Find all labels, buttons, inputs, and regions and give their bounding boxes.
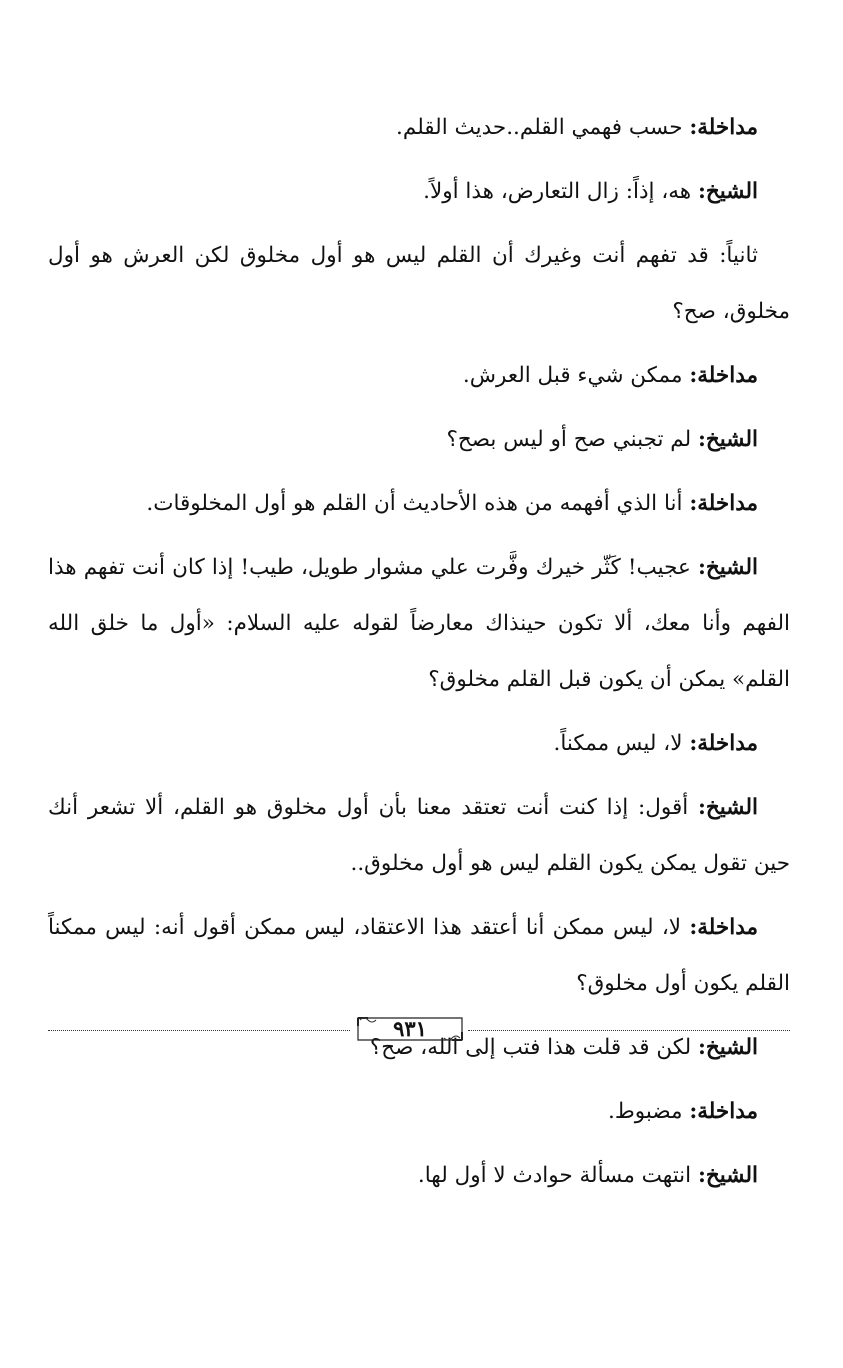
paragraph-text: ممكن شيء قبل العرش.	[462, 363, 690, 388]
paragraph-text: عجيب! كَثّر خيرك وفَّرت علي مشوار طويل، طيب! إذا كان أنت تفهم هذا الفهم وأنا معك، ألا تكون حينذاك معارضاً لقوله عليه السلام: «أول ما خلق الله القلم» يمكن أن يكون قبل القلم مخلوق؟	[48, 555, 790, 692]
paragraph	[48, 476, 790, 532]
paragraph	[48, 540, 790, 708]
paragraph	[48, 900, 790, 1012]
paragraph	[48, 348, 790, 404]
paragraph	[48, 1084, 790, 1140]
speaker-label: مداخلة:	[689, 115, 758, 140]
speaker-label: مداخلة:	[689, 491, 758, 516]
speaker-label: مداخلة:	[689, 363, 758, 388]
paragraph	[48, 1148, 790, 1204]
paragraph	[48, 164, 790, 220]
paragraph-text: لا، ليس ممكن أنا أعتقد هذا الاعتقاد، ليس ممكن أقول أنه: ليس ممكناً القلم يكون أول مخلوق؟	[48, 915, 790, 996]
paragraph	[48, 228, 790, 340]
paragraph	[48, 780, 790, 892]
speaker-label: الشيخ:	[697, 179, 758, 204]
page-number-frame	[354, 1014, 466, 1044]
page-footer	[48, 1014, 790, 1048]
paragraph-text: لم تجبني صح أو ليس بصح؟	[446, 427, 698, 452]
speaker-label: الشيخ:	[697, 427, 758, 452]
footer-divider-left	[48, 1030, 350, 1031]
speaker-label: الشيخ:	[697, 555, 758, 580]
paragraph	[48, 716, 790, 772]
paragraph-text: انتهت مسألة حوادث لا أول لها.	[417, 1163, 698, 1188]
paragraph-text: هه، إذاً: زال التعارض، هذا أولاً.	[423, 179, 698, 204]
speaker-label: مداخلة:	[689, 731, 758, 756]
paragraph	[48, 412, 790, 468]
speaker-label: الشيخ:	[697, 1035, 758, 1060]
paragraph-text: أقول: إذا كنت أنت تعتقد معنا بأن أول مخلوق هو القلم، ألا تشعر أنك حين تقول يمكن يكون القلم ليس هو أول مخلوق..	[48, 795, 790, 876]
paragraph-text: أنا الذي أفهمه من هذه الأحاديث أن القلم هو أول المخلوقات.	[146, 491, 690, 516]
footer-divider-right	[468, 1030, 790, 1031]
page-number: ٩٣١	[393, 1016, 427, 1041]
speaker-label: مداخلة:	[689, 915, 758, 940]
paragraph-text: لكن قد قلت هذا فتب إلى الله، صح؟	[369, 1035, 698, 1060]
paragraph	[48, 100, 790, 156]
paragraph-text: حسب فهمي القلم..حديث القلم.	[396, 115, 690, 140]
paragraph-text: مضبوط.	[608, 1099, 690, 1124]
speaker-label: مداخلة:	[689, 1099, 758, 1124]
speaker-label: الشيخ:	[697, 795, 758, 820]
paragraph-text: ثانياً: قد تفهم أنت وغيرك أن القلم ليس هو أول مخلوق لكن العرش هو أول مخلوق، صح؟	[48, 243, 790, 324]
speaker-label: الشيخ:	[697, 1163, 758, 1188]
paragraph-text: لا، ليس ممكناً.	[553, 731, 690, 756]
